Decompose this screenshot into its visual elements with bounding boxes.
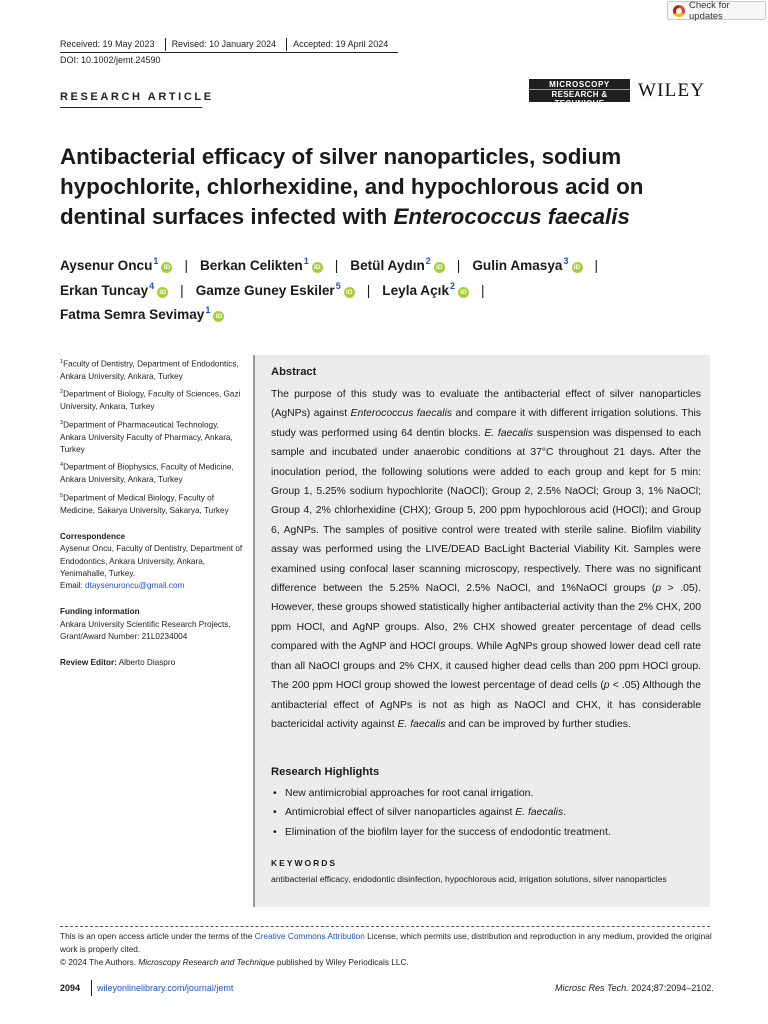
affiliation: $^2$Department of Biology, Faculty of Sciences, Gazi University, Ankara, Turkey — [60, 389, 241, 412]
affiliation: $^4$Department of Biophysics, Faculty of Medicine, Ankara University, Ankara, Turkey — [60, 462, 234, 485]
author-separator: | — [594, 258, 599, 273]
author-affiliation-ref[interactable]: 4 — [149, 281, 155, 292]
author-separator: | — [366, 283, 371, 298]
author-name[interactable]: Gulin Amasya — [472, 258, 563, 273]
affiliation: $^5$Department of Medical Biology, Faculty of Medicine, Sakarya University, Sakarya, Turkey — [60, 492, 229, 515]
author-name[interactable]: Leyla Açık — [382, 283, 450, 298]
journal-logo-line2: RESEARCH & TECHNIQUE — [551, 90, 608, 108]
highlight-item: • Antimicrobial effect of silver nanoparticles against E. faecalis. — [271, 803, 701, 822]
correspondence-email-row — [60, 580, 246, 592]
license-note — [60, 930, 720, 969]
author-separator: | — [184, 258, 188, 273]
article-title — [60, 142, 720, 232]
author-name[interactable]: Gamze Guney Eskiler — [195, 283, 335, 298]
orcid-icon[interactable]: iD — [161, 262, 172, 273]
author-line-3 — [60, 307, 224, 322]
journal-logo-line1: MICROSCOPY — [549, 80, 610, 89]
author-separator: | — [481, 283, 485, 298]
abstract-heading: Abstract — [271, 366, 317, 378]
check-for-updates-label: Check for updates — [689, 0, 730, 22]
author-affiliation-ref[interactable]: 5 — [335, 281, 341, 292]
received-date: Received: 19 May 2023 — [60, 39, 155, 49]
article-info-column — [60, 356, 246, 670]
publisher-logo: WILEY — [638, 80, 706, 101]
review-editor — [60, 657, 246, 669]
orcid-icon[interactable]: iD — [434, 262, 445, 273]
funding-text: Ankara University Scientific Research Projects, Grant/Award Number: 21L0234004 — [60, 619, 231, 642]
research-highlights-list — [271, 784, 701, 842]
article-dates — [60, 38, 398, 51]
article-type: RESEARCH ARTICLE — [60, 91, 214, 103]
author-name[interactable]: Betül Aydın — [350, 258, 425, 273]
article-title-main: Antibacterial efficacy of silver nanoparticles, sodium hypochlorite, chlorhexidine, and hypochlorous acid on dentinal surfaces infected with — [60, 144, 644, 229]
research-highlights-heading: Research Highlights — [271, 766, 380, 778]
author-name[interactable]: Berkan Celikten — [199, 258, 303, 273]
journal-logo — [529, 79, 630, 108]
license-line: This is an open access article under the terms of the Creative Commons Attribution License, which permits use, distribution and reproduction in any medium, provided the original work is properly cited. — [60, 931, 712, 954]
author-name[interactable]: Erkan Tuncay — [60, 283, 149, 298]
orcid-icon[interactable]: iD — [312, 262, 323, 273]
author-affiliation-ref[interactable]: 2 — [425, 256, 431, 267]
keywords-heading: KEYWORDS — [271, 858, 338, 868]
page-number: 2094 — [60, 983, 81, 993]
author-affiliation-ref[interactable]: 3 — [563, 256, 569, 267]
orcid-icon[interactable]: iD — [572, 262, 583, 273]
review-editor-label: Review Editor: — [60, 658, 117, 668]
crossmark-icon — [673, 5, 685, 17]
orcid-icon[interactable]: iD — [157, 287, 168, 298]
author-affiliation-ref[interactable]: 2 — [450, 281, 456, 292]
citation: Microsc Res Tech. 2024;87:2094–2102. — [555, 983, 714, 993]
email-label: Email: — [60, 581, 86, 591]
affiliation: $^3$Department of Pharmaceutical Technology, Ankara University Faculty of Pharmacy, Ankara, Turkey — [60, 419, 233, 454]
orcid-icon[interactable]: iD — [213, 311, 224, 322]
author-separator: | — [180, 283, 184, 298]
author-line-2 — [60, 283, 497, 298]
highlight-item: • New antimicrobial approaches for root canal irrigation. — [271, 784, 701, 803]
author-name[interactable]: Fatma Semra Sevimay — [60, 307, 205, 322]
orcid-icon[interactable]: iD — [458, 287, 469, 298]
abstract-text: The purpose of this study was to evaluate the antibacterial effect of silver nanoparticles (AgNPs) against Enterococcus faecalis and compare it with different irrigation solutions. This study was performed using 64 dentin blocks. E. faecalis suspension was dispensed to each sample and incubated under anaerobic conditions at 37°C throughout 21 days. After the inoculation period, the following solutions were added to each group and kept for 5 min: Group 1, 5.25% sodium hypochlorite (NaOCl); Group 2, 2.5% NaOCl; Group 3, 1% NaOCl; Group 4, 2% chlorhexidine (CHX); Group 5, 200 ppm hypochlorous acid (HOCl); and Group 6, AgNPs. The samples of positive control were treated with sterile saline. Biofilm viability assay was performed using the LIVE/DEAD BacLight Bacterial Viability Kit. Samples were examined using confocal laser scanning microscopy, respectively. There was no significant difference between the 5.25% NaOCl, 2.5% NaOCl, and 1%NaOCl groups (p > .05). However, these groups showed statistically higher antibacterial activity than the 2% CHX, 200 ppm HOCl, and AgNP groups. Also, 2% CHX showed greater percentage of dead cells compared with the AgNP and HOCl groups. While AgNPs group showed lower dead cell rate than all NaOCl groups and 2% CHX, it caused higher dead cells than 200 ppm HOCl group. The 200 ppm HOCl group showed the lowest percentage of dead cells (p < .05) Although the antibacterial effect of AgNPs is not as high as NaOCl and CHX, it has considerable bactericidal activity against E. faecalis and can be improved by further studies. — [271, 389, 702, 730]
footnote-divider — [60, 926, 710, 927]
author-name[interactable]: Aysenur Oncu — [60, 258, 153, 273]
affiliation: $^1$Faculty of Dentistry, Department of Endodontics, Ankara University, Ankara, Turkey — [60, 359, 239, 382]
check-for-updates-button[interactable] — [667, 1, 766, 20]
journal-url-link[interactable]: wileyonlinelibrary.com/journal/jemt — [97, 983, 234, 993]
review-editor-name: Alberto Diaspro — [116, 658, 176, 668]
author-affiliation-ref[interactable]: 1 — [205, 305, 211, 316]
author-separator: | — [334, 258, 339, 273]
email-link[interactable]: dtaysenuroncu@gmail.com — [85, 581, 185, 591]
author-separator: | — [456, 258, 461, 273]
orcid-icon[interactable]: iD — [344, 287, 355, 298]
author-affiliation-ref[interactable]: 1 — [153, 256, 159, 267]
highlight-item: • Elimination of the biofilm layer for the success of endodontic treatment. — [271, 823, 701, 842]
accepted-date: Accepted: 19 April 2024 — [286, 38, 398, 51]
keywords-text: antibacterial efficacy, endodontic disinfection, hypochlorous acid, irrigation solutions, silver nanoparticles — [271, 874, 667, 884]
creative-commons-link[interactable]: Creative Commons Attribution — [254, 931, 365, 941]
article-type-divider — [60, 107, 202, 108]
dates-divider — [60, 52, 398, 53]
funding-heading: Funding information — [60, 607, 140, 617]
correspondence-text: Aysenur Oncu, Faculty of Dentistry, Department of Endodontics, Ankara University, Ankara, Yenimahalle, Turkey. — [60, 544, 243, 578]
footer-separator — [91, 980, 92, 996]
revised-date: Revised: 10 January 2024 — [165, 38, 287, 51]
author-line-1 — [60, 258, 610, 273]
correspondence-heading: Correspondence — [60, 531, 126, 541]
article-title-species: Enterococcus faecalis — [393, 204, 630, 229]
author-affiliation-ref[interactable]: 1 — [303, 256, 309, 267]
copyright-line: © 2024 The Authors. Microscopy Research and Technique published by Wiley Periodicals LLC. — [60, 957, 409, 967]
doi[interactable]: DOI: 10.1002/jemt.24590 — [60, 55, 161, 65]
